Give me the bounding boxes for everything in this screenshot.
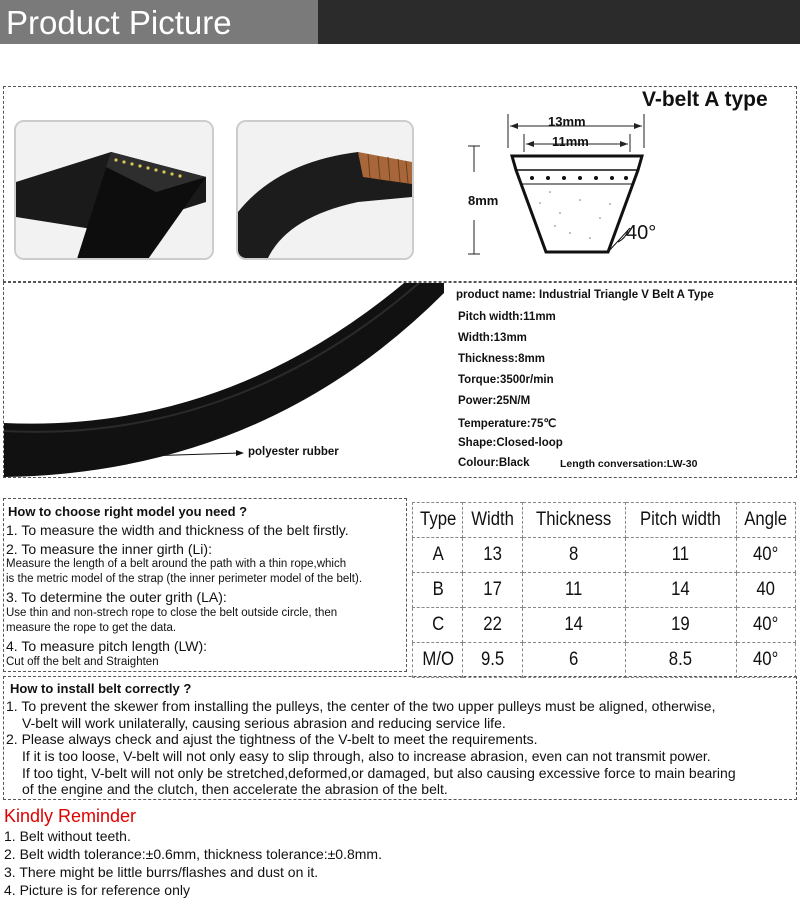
table-row bbox=[413, 608, 796, 643]
install-line-3: 2. Please always check and ajust the tightness of the V-belt to meet the requirements. bbox=[6, 731, 538, 747]
choose-step-2-detail-b: is the metric model of the strap (the inner perimeter model of the belt). bbox=[6, 573, 363, 585]
spec-pitch-width: Pitch width:11mm bbox=[458, 311, 556, 323]
spec-torque: Torque:3500r/min bbox=[458, 374, 554, 386]
angle-label: 40° bbox=[626, 222, 657, 244]
choose-step-2-detail-a: Measure the length of a belt around the path with a thin rope,which bbox=[6, 558, 347, 570]
install-title: How to install belt correctly ? bbox=[10, 681, 192, 696]
reminder-title: Kindly Reminder bbox=[4, 806, 137, 826]
choose-step-3-detail-b: measure the rope to get the data. bbox=[6, 622, 177, 634]
choose-step-4: 4. To measure pitch length (LW): bbox=[6, 638, 208, 654]
install-line-2: V-belt will work unilaterally, causing serious abrasion and reducing service life. bbox=[22, 715, 506, 731]
table-cell: 14 bbox=[528, 608, 619, 643]
belt-cross-section-photo bbox=[14, 120, 214, 260]
table-cell: 13 bbox=[466, 538, 518, 573]
header-thickness: Thickness bbox=[528, 503, 619, 538]
header-angle: Angle bbox=[740, 503, 792, 538]
reminder-item-2: 2. Belt width tolerance:±0.6mm, thickness tolerance:±0.8mm. bbox=[4, 846, 382, 862]
table-row bbox=[413, 573, 796, 608]
spec-product-name: product name: Industrial Triangle V Belt A Type bbox=[456, 289, 714, 301]
table-cell: 17 bbox=[466, 573, 518, 608]
install-line-6: of the engine and the clutch, then accelerate the abrasion of the belt. bbox=[22, 781, 448, 797]
table-cell: B bbox=[416, 573, 460, 608]
material-label: polyester rubber bbox=[248, 446, 339, 458]
page-title: Product Picture bbox=[6, 4, 232, 41]
table-cell: 11 bbox=[528, 573, 619, 608]
table-cell: C bbox=[416, 608, 460, 643]
table-cell: 40° bbox=[740, 608, 792, 643]
reminder-item-4: 4. Picture is for reference only bbox=[4, 882, 190, 898]
spec-table bbox=[412, 502, 796, 678]
spec-width: Width:13mm bbox=[458, 332, 527, 344]
table-cell: 9.5 bbox=[466, 643, 518, 678]
header-pitch-width: Pitch width bbox=[632, 503, 730, 538]
spec-thickness: Thickness:8mm bbox=[458, 353, 545, 365]
spec-power: Power:25N/M bbox=[458, 395, 531, 407]
table-cell: M/O bbox=[416, 643, 460, 678]
choose-step-3: 3. To determine the outer grith (LA): bbox=[6, 589, 227, 605]
spec-shape: Shape:Closed-loop bbox=[458, 437, 563, 449]
choose-step-4-detail: Cut off the belt and Straighten bbox=[6, 656, 159, 668]
diagram-title: V-belt A type bbox=[642, 88, 768, 111]
table-row bbox=[413, 643, 796, 678]
table-cell: 22 bbox=[466, 608, 518, 643]
table-cell: 40° bbox=[740, 538, 792, 573]
label-pointer bbox=[140, 446, 250, 460]
table-cell: 19 bbox=[632, 608, 730, 643]
header-width: Width bbox=[466, 503, 518, 538]
belt-layer-photo bbox=[236, 120, 414, 260]
header-type: Type bbox=[416, 503, 460, 538]
reminder-item-3: 3. There might be little burrs/flashes and dust on it. bbox=[4, 864, 319, 880]
table-cell: 6 bbox=[528, 643, 619, 678]
spec-colour: Colour:Black bbox=[458, 457, 530, 469]
install-line-5: If too tight, V-belt will not only be stretched,deformed,or damaged, but also causing excessive force to main bearing bbox=[22, 765, 736, 781]
table-cell: 8 bbox=[528, 538, 619, 573]
pitch-width-label: 11mm bbox=[552, 134, 589, 149]
choose-title: How to choose right model you need ? bbox=[8, 504, 248, 519]
reminder-item-1: 1. Belt without teeth. bbox=[4, 828, 131, 844]
spec-length-conversion: Length conversation:LW-30 bbox=[560, 458, 698, 470]
install-line-4: If it is too loose, V-belt will not only easy to slip through, also to increase abrasion, even can not transmit power. bbox=[22, 748, 711, 764]
table-cell: 40° bbox=[740, 643, 792, 678]
choose-step-2: 2. To measure the inner girth (Li): bbox=[6, 541, 212, 557]
spec-temperature: Temperature:75℃ bbox=[458, 418, 557, 430]
choose-step-3-detail-a: Use thin and non-strech rope to close the belt outside circle, then bbox=[6, 607, 338, 619]
table-cell: 40 bbox=[740, 573, 792, 608]
table-cell: A bbox=[416, 538, 460, 573]
table-cell: 11 bbox=[632, 538, 730, 573]
table-row bbox=[413, 538, 796, 573]
table-cell: 8.5 bbox=[632, 643, 730, 678]
table-cell: 14 bbox=[632, 573, 730, 608]
height-label: 8mm bbox=[468, 193, 499, 208]
top-width-label: 13mm bbox=[548, 114, 586, 129]
table-header-row bbox=[413, 503, 796, 538]
choose-step-1: 1. To measure the width and thickness of the belt firstly. bbox=[6, 522, 349, 538]
install-line-1: 1. To prevent the skewer from installing the pulleys, the center of the two upper pulleys must be aligned, otherwise, bbox=[6, 698, 716, 714]
